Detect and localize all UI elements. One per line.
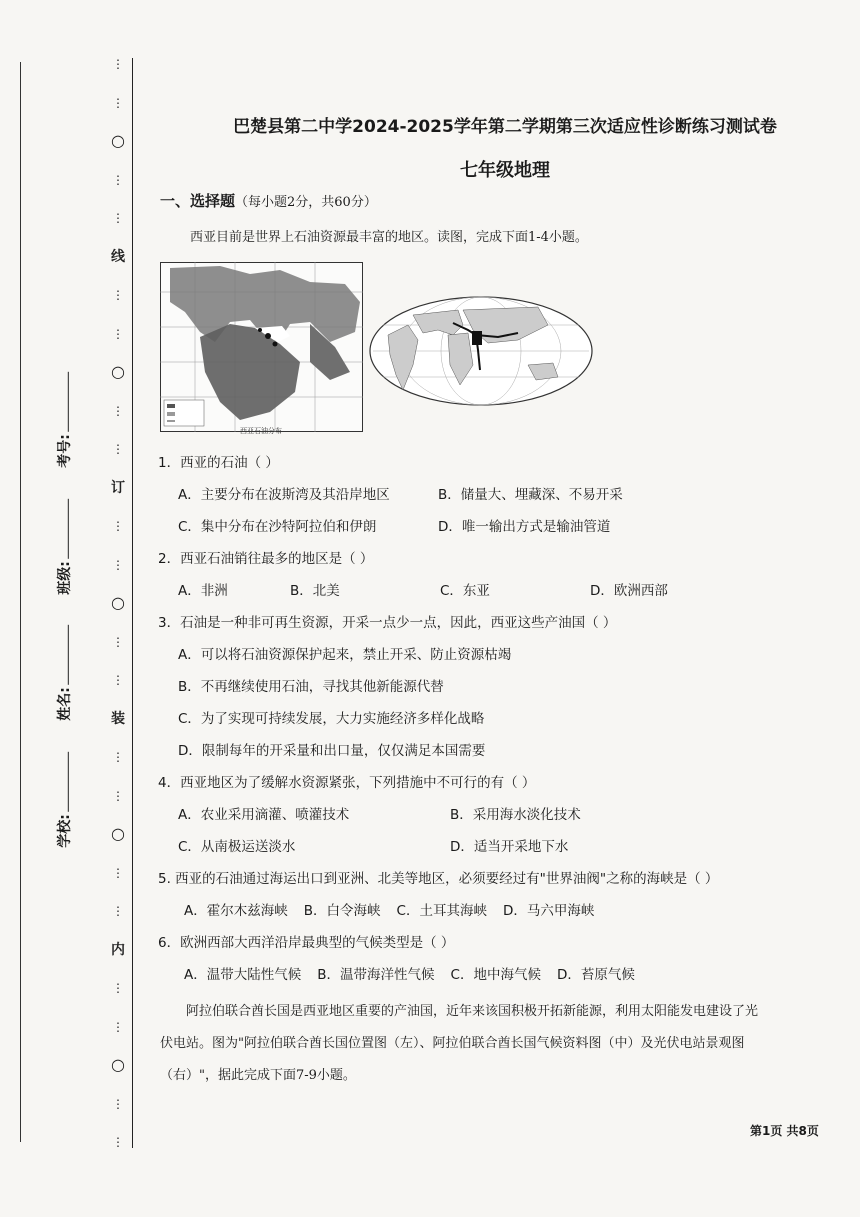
question-1-option-a[interactable]: A．主要分布在波斯湾及其沿岸地区 [178, 487, 390, 503]
question-4-options-row-1 [158, 804, 838, 836]
passage-line-1: 阿拉伯联合酋长国是西亚地区重要的产油国，近年来该国积极开拓新能源，利用太阳能发电建设了光 [186, 1004, 759, 1019]
section-note: （每小题2分，共60分） [235, 195, 377, 210]
binding-margin: ⋮ ⋮ ○ ⋮ ⋮ 线 ⋮ ⋮ ○ ⋮ ⋮ 订 ⋮ ⋮ ○ ⋮ ⋮ 装 ⋮ ⋮ ○ ⋮ ⋮ 内 ⋮ ⋮ ○ ⋮ ⋮ [111, 57, 125, 1149]
question-1-option-c[interactable]: C．集中分布在沙特阿拉伯和伊朗 [178, 519, 377, 535]
student-info [52, 410, 76, 848]
question-6-option-c[interactable]: C．地中海气候 [450, 967, 541, 983]
question-3-option-a[interactable]: A．可以将石油资源保护起来，禁止开采、防止资源枯竭 [178, 647, 512, 663]
question-3-option-c[interactable]: C．为了实现可持续发展，大力实施经济多样化战略 [178, 711, 485, 727]
question-2-options [158, 580, 838, 612]
section-label: 一、选择题 [160, 192, 236, 210]
page-subtitle: 七年级地理 [460, 160, 550, 181]
question-2-option-c[interactable]: C．东亚 [440, 583, 490, 599]
world-oil-route-map [368, 295, 594, 407]
question-4-option-d[interactable]: D．适当开采地下水 [450, 839, 569, 855]
question-1-option-b[interactable]: B．储量大、埋藏深、不易开采 [438, 487, 623, 503]
question-4-option-c[interactable]: C．从南极运送淡水 [178, 839, 296, 855]
question-5-option-d[interactable]: D．马六甲海峡 [502, 903, 595, 919]
passage-line-3: （右）"，据此完成下面7-9小题。 [160, 1068, 356, 1083]
map-caption: 西亚石油分布 [240, 427, 282, 435]
page-title: 巴楚县第二中学2024-2025学年第二学期第三次适应性诊断练习测试卷 [233, 117, 777, 137]
question-6-option-b[interactable]: B．温带海洋性气候 [317, 967, 435, 983]
question-4-options-row-2 [158, 836, 838, 868]
class-field[interactable]: 班级: [54, 499, 74, 595]
question-5-option-c[interactable]: C．土耳其海峡 [396, 903, 487, 919]
question-5-option-a[interactable]: A．霍尔木兹海峡 [184, 903, 288, 919]
question-1-options-row-1 [158, 484, 838, 516]
question-5-options [158, 900, 838, 932]
question-6-option-d[interactable]: D．苔原气候 [556, 967, 635, 983]
question-6-stem: 6．欧洲西部大西洋沿岸最典型的气候类型是（ ） [158, 935, 455, 951]
question-5-option-b[interactable]: B．白令海峡 [303, 903, 381, 919]
intro-text: 西亚目前是世界上石油资源最丰富的地区。读图，完成下面1-4小题。 [190, 230, 588, 245]
question-2-option-a[interactable]: A．非洲 [178, 583, 228, 599]
binding-char-ding: 订 [111, 479, 125, 496]
binding-guide-line [20, 62, 21, 1142]
page-number: 第1页 共8页 [750, 1124, 819, 1138]
question-1-option-d[interactable]: D．唯一输出方式是输油管道 [438, 519, 611, 535]
question-1-options-row-2 [158, 516, 838, 548]
binding-char-zhuang: 装 [111, 710, 125, 727]
question-2-stem: 2．西亚石油销往最多的地区是（ ） [158, 551, 374, 567]
question-3-option-b[interactable]: B．不再继续使用石油，寻找其他新能源代替 [178, 679, 444, 695]
binding-char-xian: 线 [111, 248, 125, 265]
question-4-option-b[interactable]: B．采用海水淡化技术 [450, 807, 581, 823]
question-5-stem: 5. 西亚的石油通过海运出口到亚洲、北美等地区，必须要经过有"世界油阀"之称的海峡是（ ） [158, 871, 719, 887]
question-3-option-d[interactable]: D．限制每年的开采量和出口量，仅仅满足本国需要 [178, 743, 486, 759]
question-6-options [158, 964, 838, 996]
name-field[interactable]: 姓名: [54, 626, 74, 722]
passage-line-2: 伏电站。图为"阿拉伯联合酋长国位置图（左）、阿拉伯联合酋长国气候资料图（中）及光伏电站景观图 [160, 1036, 745, 1051]
question-3-stem: 3．石油是一种非可再生资源，开采一点少一点，因此，西亚这些产油国（ ） [158, 615, 617, 631]
section-heading [160, 190, 377, 211]
question-list [158, 452, 838, 996]
west-asia-oil-map [160, 262, 363, 432]
question-2-option-b[interactable]: B．北美 [290, 583, 340, 599]
question-6-option-a[interactable]: A．温带大陆性气候 [184, 967, 302, 983]
exam-number-field[interactable]: 考号: [54, 372, 74, 468]
reading-passage [160, 996, 840, 1092]
question-2-option-d[interactable]: D．欧洲西部 [590, 583, 668, 599]
question-4-stem: 4．西亚地区为了缓解水资源紧张，下列措施中不可行的有（ ） [158, 775, 536, 791]
question-1-stem: 1．西亚的石油（ ） [158, 455, 279, 471]
question-4-option-a[interactable]: A．农业采用滴灌、喷灌技术 [178, 807, 350, 823]
school-field[interactable]: 学校: [54, 752, 74, 848]
binding-rule [132, 58, 133, 1148]
binding-char-nei: 内 [111, 941, 125, 958]
